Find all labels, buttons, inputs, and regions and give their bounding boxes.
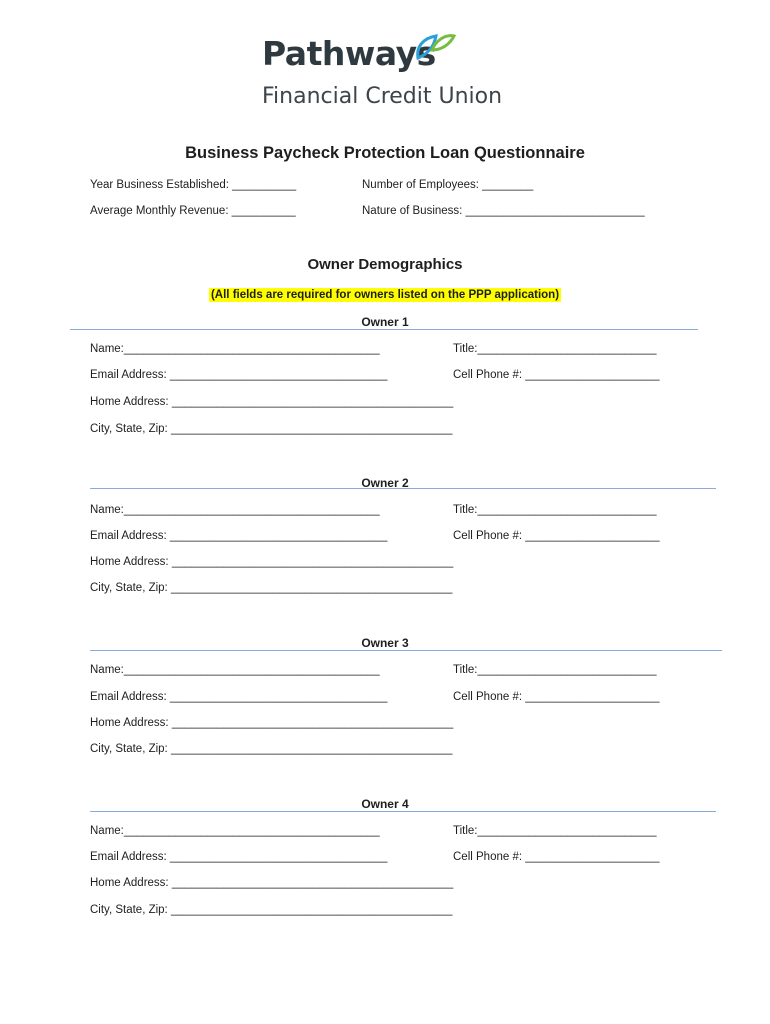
owner-3-cell-field[interactable]: Cell Phone #: _____________________	[453, 691, 660, 703]
owner-3-heading: Owner 3	[361, 636, 409, 650]
nature-of-business-field[interactable]: Nature of Business: ____________________________	[362, 205, 645, 217]
owner-1-email-field[interactable]: Email Address: __________________________________	[90, 369, 388, 381]
page-title: Business Paycheck Protection Loan Questionnaire	[185, 144, 585, 162]
owner-3-home-address-field[interactable]: Home Address: ____________________________________________	[90, 717, 454, 729]
owner-4-city-state-zip-field[interactable]: City, State, Zip: ____________________________________________	[90, 904, 453, 916]
owner-4-home-address-field[interactable]: Home Address: ____________________________________________	[90, 877, 454, 889]
required-note-text: (All fields are required for owners listed on the PPP application)	[210, 289, 560, 301]
owner-1-home-address-field[interactable]: Home Address: ____________________________________________	[90, 396, 454, 408]
owner-4-heading: Owner 4	[361, 797, 409, 811]
avg-monthly-revenue-field[interactable]: Average Monthly Revenue: __________	[90, 205, 296, 217]
owner-3-divider	[90, 650, 722, 651]
owner-3-title-field[interactable]: Title:____________________________	[453, 664, 657, 676]
owner-2-cell-field[interactable]: Cell Phone #: _____________________	[453, 530, 660, 542]
owner-1-heading: Owner 1	[361, 315, 409, 329]
owner-3-city-state-zip-field[interactable]: City, State, Zip: ____________________________________________	[90, 743, 453, 755]
owner-1-name-field[interactable]: Name:________________________________________	[90, 343, 380, 355]
required-note	[0, 285, 770, 303]
owner-1-title-field[interactable]: Title:____________________________	[453, 343, 657, 355]
owner-2-city-state-zip-field[interactable]: City, State, Zip: ____________________________________________	[90, 582, 453, 594]
owner-4-name-field[interactable]: Name:________________________________________	[90, 825, 380, 837]
logo-subtitle: Financial Credit Union	[262, 84, 503, 109]
owner-4-title-field[interactable]: Title:____________________________	[453, 825, 657, 837]
owner-4-cell-field[interactable]: Cell Phone #: _____________________	[453, 851, 660, 863]
leaf-icon	[414, 28, 456, 68]
pathways-logo	[258, 28, 518, 112]
owner-3-email-field[interactable]: Email Address: __________________________________	[90, 691, 388, 703]
owner-demographics-heading: Owner Demographics	[307, 256, 463, 273]
owner-2-heading: Owner 2	[361, 476, 409, 490]
owner-2-email-field[interactable]: Email Address: __________________________________	[90, 530, 388, 542]
logo-name: Pathways	[262, 34, 436, 73]
owner-1-divider	[70, 329, 698, 330]
owner-4-email-field[interactable]: Email Address: __________________________________	[90, 851, 388, 863]
owner-1-cell-field[interactable]: Cell Phone #: _____________________	[453, 369, 660, 381]
owner-1-city-state-zip-field[interactable]: City, State, Zip: ____________________________________________	[90, 423, 453, 435]
owner-2-name-field[interactable]: Name:________________________________________	[90, 504, 380, 516]
owner-4-divider	[90, 811, 716, 812]
owner-3-name-field[interactable]: Name:________________________________________	[90, 664, 380, 676]
owner-2-title-field[interactable]: Title:____________________________	[453, 504, 657, 516]
owner-2-home-address-field[interactable]: Home Address: ____________________________________________	[90, 556, 454, 568]
num-employees-field[interactable]: Number of Employees: ________	[362, 179, 534, 191]
year-established-field[interactable]: Year Business Established: __________	[90, 179, 297, 191]
